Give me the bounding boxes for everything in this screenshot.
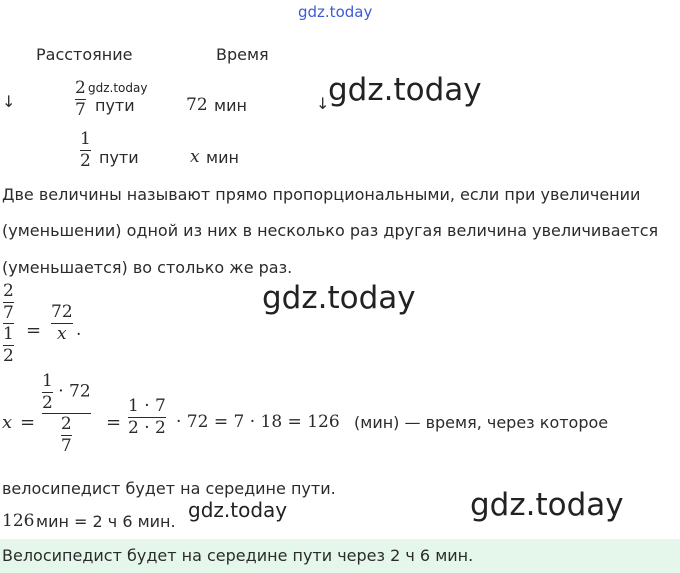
watermark-large-3: gdz.today xyxy=(470,487,624,523)
header-time: Время xyxy=(216,45,269,64)
watermark-large-2: gdz.today xyxy=(262,280,416,316)
conversion-text: мин = 2 ч 6 мин. xyxy=(36,512,176,531)
arrow-down-icon: ↓ xyxy=(2,92,16,111)
proportion-lhs xyxy=(3,282,14,366)
definition-line-3: (уменьшается) во столько же раз. xyxy=(2,258,293,277)
solution-big-fraction xyxy=(42,372,91,456)
proportion-end: . xyxy=(76,320,82,340)
row1-value: 72 xyxy=(186,95,208,115)
sol-inner-num: 1 xyxy=(42,371,53,391)
prop-top-num: 2 xyxy=(3,281,14,301)
prop-rhs-den: x xyxy=(57,323,67,344)
row1-time-unit: мин xyxy=(214,96,247,115)
row2-fraction xyxy=(80,130,91,170)
answer-box xyxy=(0,539,680,573)
definition-line-1: Две величины называют прямо пропорциональными, если при увеличении xyxy=(2,185,641,204)
proportion-rhs xyxy=(51,303,73,343)
prop-rhs-num: 72 xyxy=(51,302,73,322)
header-distance: Расстояние xyxy=(36,45,133,64)
row1-den: 7 xyxy=(75,99,86,120)
solution-text-tail: (мин) — время, через которое xyxy=(354,413,609,432)
prop-top-den: 7 xyxy=(3,302,14,323)
sol-num-rest: · 72 xyxy=(58,381,91,402)
watermark-top: gdz.today xyxy=(298,3,373,21)
prop-bottom-num: 1 xyxy=(3,324,14,345)
answer-text: Велосипедист будет на середине пути через 2 ч 6 мин. xyxy=(2,546,474,565)
sol-den-num: 2 xyxy=(60,414,72,435)
arrow-down-icon-2: ↓ xyxy=(316,94,330,113)
proportion-eq: = xyxy=(26,320,42,341)
sol-frac2-num: 1 · 7 xyxy=(128,396,166,416)
solution-lhs: x xyxy=(2,412,13,433)
row2-unit: пути xyxy=(99,148,139,167)
sol-inner-den: 2 xyxy=(42,392,53,413)
solution-eq-2: = xyxy=(106,412,122,433)
row1-fraction xyxy=(75,79,86,119)
solution-frac-2 xyxy=(128,397,166,437)
watermark-small-1: gdz.today xyxy=(88,81,148,95)
row2-var: x xyxy=(190,147,200,167)
sol-frac2-den: 2 · 2 xyxy=(128,417,166,438)
prop-bottom-den: 2 xyxy=(3,346,14,367)
sol-den-den: 7 xyxy=(60,436,72,457)
watermark-medium: gdz.today xyxy=(188,498,288,522)
row2-time-unit: мин xyxy=(206,148,239,167)
solution-tail: · 72 = 7 · 18 = 126 xyxy=(176,412,340,432)
solution-eq: = xyxy=(20,412,36,433)
definition-line-2: (уменьшении) одной из них в несколько раз другая величина увеличивается xyxy=(2,221,659,240)
solution-line-2: велосипедист будет на середине пути. xyxy=(2,479,336,498)
row1-num: 2 xyxy=(75,78,86,98)
row2-den: 2 xyxy=(80,150,91,171)
conversion-math: 126 xyxy=(2,511,35,531)
row2-num: 1 xyxy=(80,129,91,149)
watermark-large-1: gdz.today xyxy=(328,72,482,108)
row1-unit: пути xyxy=(95,96,135,115)
